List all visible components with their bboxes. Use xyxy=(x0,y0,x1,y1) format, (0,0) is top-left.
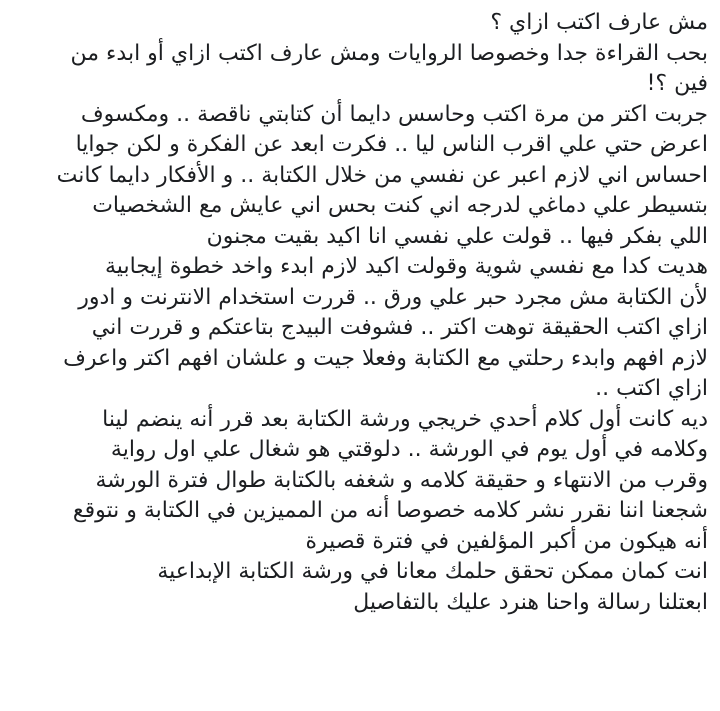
text-line: وقرب من الانتهاء و حقيقة كلامه و شغفه بالكتابة طوال فترة الورشة xyxy=(95,467,708,493)
text-line: أنه هيكون من أكبر المؤلفين في فترة قصيرة xyxy=(305,528,708,554)
text-line: احساس اني لازم اعبر عن نفسي من خلال الكتابة .. و الأفكار دايما كانت xyxy=(56,162,708,188)
text-line: بتسيطر علي دماغي لدرجه اني كنت بحس اني عايش مع الشخصيات xyxy=(92,193,708,218)
text-line: اللي بفكر فيها .. قولت علي نفسي انا اكيد بقيت مجنون xyxy=(206,223,708,249)
text-line: ازاي اكتب .. xyxy=(595,376,708,401)
text-line: هديت كدا مع نفسي شوية وقولت اكيد لازم ابدء واخد خطوة إيجابية xyxy=(105,254,708,279)
text-line: فين ؟! xyxy=(646,71,708,96)
text-line: انت كمان ممكن تحقق حلمك معانا في ورشة الكتابة الإبداعية xyxy=(157,559,708,584)
text-line: اعرض حتي علي اقرب الناس ليا .. فكرت ابعد عن الفكرة و لكن جوايا xyxy=(75,132,708,157)
text-line: ازاي اكتب الحقيقة توهت اكتر .. فشوفت البيدج بتاعتكم و قررت اني xyxy=(91,315,708,340)
text-line: جربت اكتر من مرة اكتب وحاسس دايما أن كتابتي ناقصة .. ومكسوف xyxy=(80,101,708,127)
text-line: مش عارف اكتب ازاي ؟ xyxy=(490,10,708,35)
text-line: ديه كانت أول كلام أحدي خريجي ورشة الكتابة بعد قرر أنه ينضم لينا xyxy=(102,406,708,432)
text-line: وكلامه في أول يوم في الورشة .. دلوقتي هو شغال علي اول رواية xyxy=(110,437,708,462)
text-line: لأن الكتابة مش مجرد حبر علي ورق .. قررت استخدام الانترنت و ادور xyxy=(78,284,708,310)
text-line: بحب القراءة جدا وخصوصا الروايات ومش عارف اكتب ازاي أو ابدء من xyxy=(70,40,708,66)
text-line: شجعنا اننا نقرر نشر كلامه خصوصا أنه من المميزين في الكتابة و نتوقع xyxy=(72,498,708,523)
text-line: لازم افهم وابدء رحلتي مع الكتابة وفعلا جيت و علشان افهم اكتر واعرف xyxy=(63,345,708,371)
text-line: ابعتلنا رسالة واحنا هنرد عليك بالتفاصيل xyxy=(353,589,708,615)
